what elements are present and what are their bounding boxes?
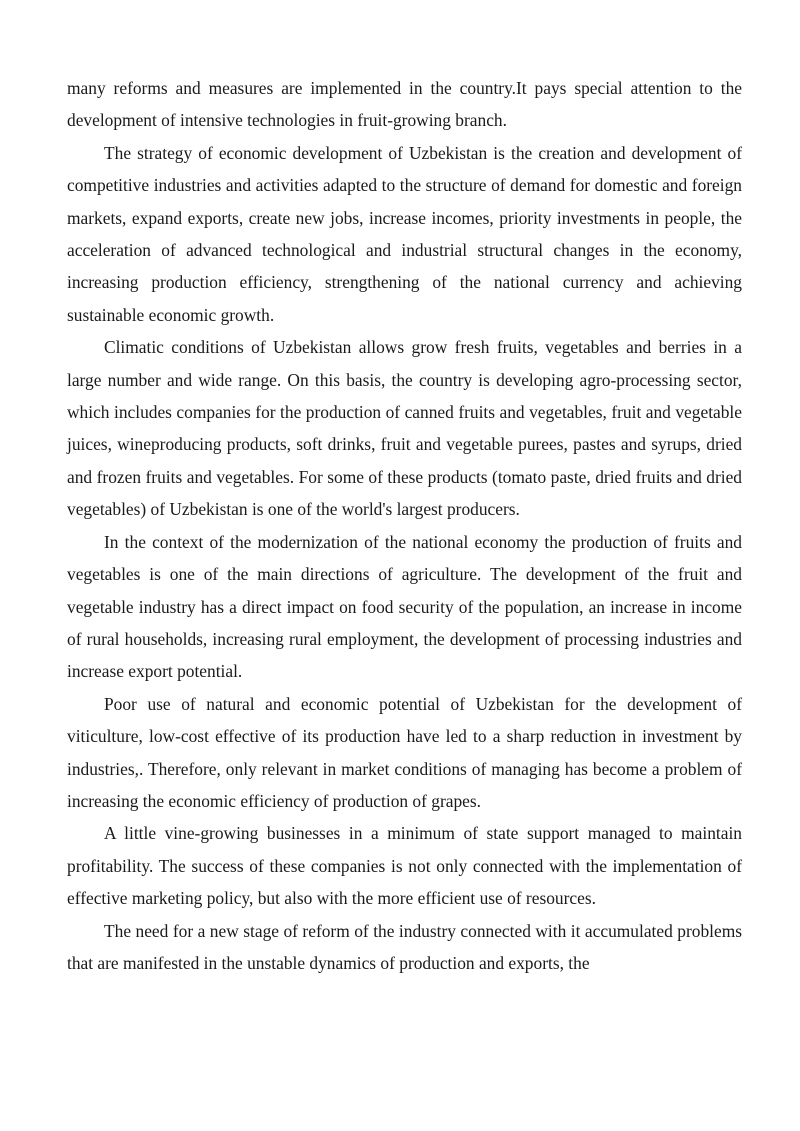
paragraph-vine-businesses: A little vine-growing businesses in a minimum of state support managed to maintain profitability. The success of these companies is not only connected with the implementation of effective marketing policy, but also with the more efficient use of resources. [67,823,742,909]
paragraph-viticulture-potential: Poor use of natural and economic potential of Uzbekistan for the development of viticulture, low-cost effective of its production have led to a sharp reduction in investment by industries,. Therefore, only relevant in market conditions of managing has become a problem of increasing the economic efficiency of production of grapes. [67,693,742,811]
paragraph-climatic-conditions: Climatic conditions of Uzbekistan allows grow fresh fruits, vegetables and berries in a large number and wide range. On this basis, the country is developing agro-processing sector, which includes companies for the production of canned fruits and vegetables, fruit and vegetable juices, wineproducing products, soft drinks, fruit and vegetable purees, pastes and syrups, dried and frozen fruits and vegetables. For some of these products (tomato paste, dried fruits and dried vegetables) of Uzbekistan is one of the world's largest producers. [67,337,742,520]
document-page [67,72,742,979]
paragraph-economic-strategy: The strategy of economic development of Uzbekistan is the creation and development of competitive industries and activities adapted to the structure of demand for domestic and foreign markets, expand exports, create new jobs, increase incomes, priority investments in people, the acceleration of advanced technological and industrial structural changes in the economy, increasing production efficiency, strengthening of the national currency and achieving sustainable economic growth. [67,142,742,325]
paragraph-reform-need: The need for a new stage of reform of the industry connected with it accumulated problems that are manifested in the unstable dynamics of production and exports, the [67,920,742,973]
paragraph-reforms-continued: many reforms and measures are implemented in the country.It pays special attention to the development of intensive technologies in fruit-growing branch. [67,78,742,131]
paragraph-modernization: In the context of the modernization of the national economy the production of fruits and vegetables is one of the main directions of agriculture. The development of the fruit and vegetable industry has a direct impact on food security of the population, an increase in income of rural households, increasing rural employment, the development of processing industries and increase export potential. [67,531,742,682]
